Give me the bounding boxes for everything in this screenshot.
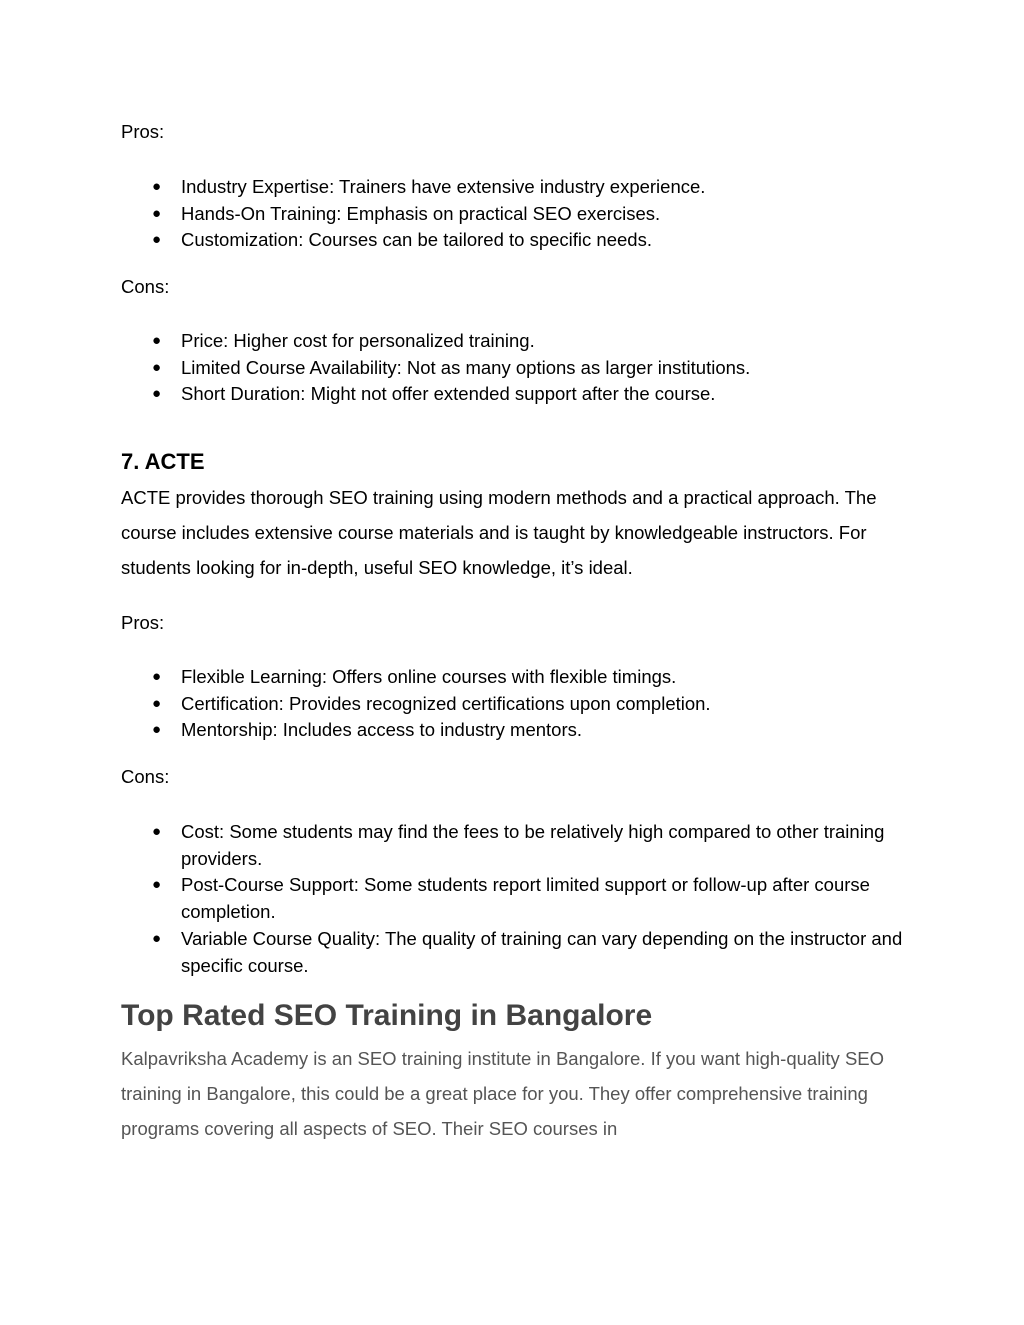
- cons-label: Cons:: [121, 766, 170, 787]
- intro-paragraph: Kalpavriksha Academy is an SEO training institute in Bangalore. If you want high-quality SEO training in Bangalore, this could be a great place for you. They offer comprehensive training programs covering all aspects of SEO. Their SEO courses in: [121, 1048, 885, 1139]
- bullet-icon: ●: [152, 929, 162, 947]
- list-item: ● Customization: Courses can be tailored to specific needs.: [121, 227, 911, 254]
- section-paragraph: ACTE provides thorough SEO training using modern methods and a practical approach. The course includes extensive course materials and is taught by knowledgeable instructors. For students looking for in-depth, useful SEO knowledge, it’s ideal.: [121, 487, 877, 578]
- list-item: ● Hands-On Training: Emphasis on practical SEO exercises.: [121, 201, 911, 228]
- list-item: ● Cost: Some students may find the fees to be relatively high compared to other training providers.: [152, 821, 885, 869]
- page-heading: Top Rated SEO Training in Bangalore: [121, 999, 653, 1032]
- cons-list: [121, 819, 911, 979]
- pros-label: Pros:: [121, 121, 165, 142]
- list-item: ● Variable Course Quality: The quality of training can vary depending on the instructor and specific course.: [152, 927, 903, 976]
- bullet-icon: ●: [152, 231, 162, 249]
- list-item: ● Industry Expertise: Trainers have extensive industry experience.: [121, 174, 911, 201]
- list-item: ● Flexible Learning: Offers online courses with flexible timings.: [121, 664, 911, 691]
- bullet-icon: ●: [152, 332, 162, 349]
- section-heading: 7. ACTE: [121, 449, 205, 474]
- list-item: ● Price: Higher cost for personalized training.: [121, 328, 911, 355]
- pros-list: [121, 174, 911, 254]
- bullet-icon: ●: [152, 668, 162, 685]
- bullet-icon: ●: [152, 721, 162, 739]
- cons-list: [121, 328, 911, 408]
- bullet-icon: ●: [152, 823, 162, 840]
- list-item: ● Mentorship: Includes access to industry mentors.: [121, 717, 911, 744]
- list-item: ● Short Duration: Might not offer extended support after the course.: [121, 381, 911, 408]
- bullet-icon: ●: [152, 385, 162, 403]
- cons-label: Cons:: [121, 276, 170, 297]
- bullet-icon: ●: [152, 358, 162, 376]
- bullet-icon: ●: [152, 178, 162, 195]
- bullet-icon: ●: [152, 204, 162, 222]
- list-item: ● Limited Course Availability: Not as many options as larger institutions.: [121, 355, 911, 382]
- pros-list: [121, 664, 911, 744]
- pros-label: Pros:: [121, 612, 165, 633]
- list-item: ● Post-Course Support: Some students report limited support or follow-up after course completion.: [152, 874, 870, 923]
- bullet-icon: ●: [152, 694, 162, 712]
- list-item: ● Certification: Provides recognized certifications upon completion.: [121, 691, 911, 718]
- bullet-icon: ●: [152, 876, 162, 894]
